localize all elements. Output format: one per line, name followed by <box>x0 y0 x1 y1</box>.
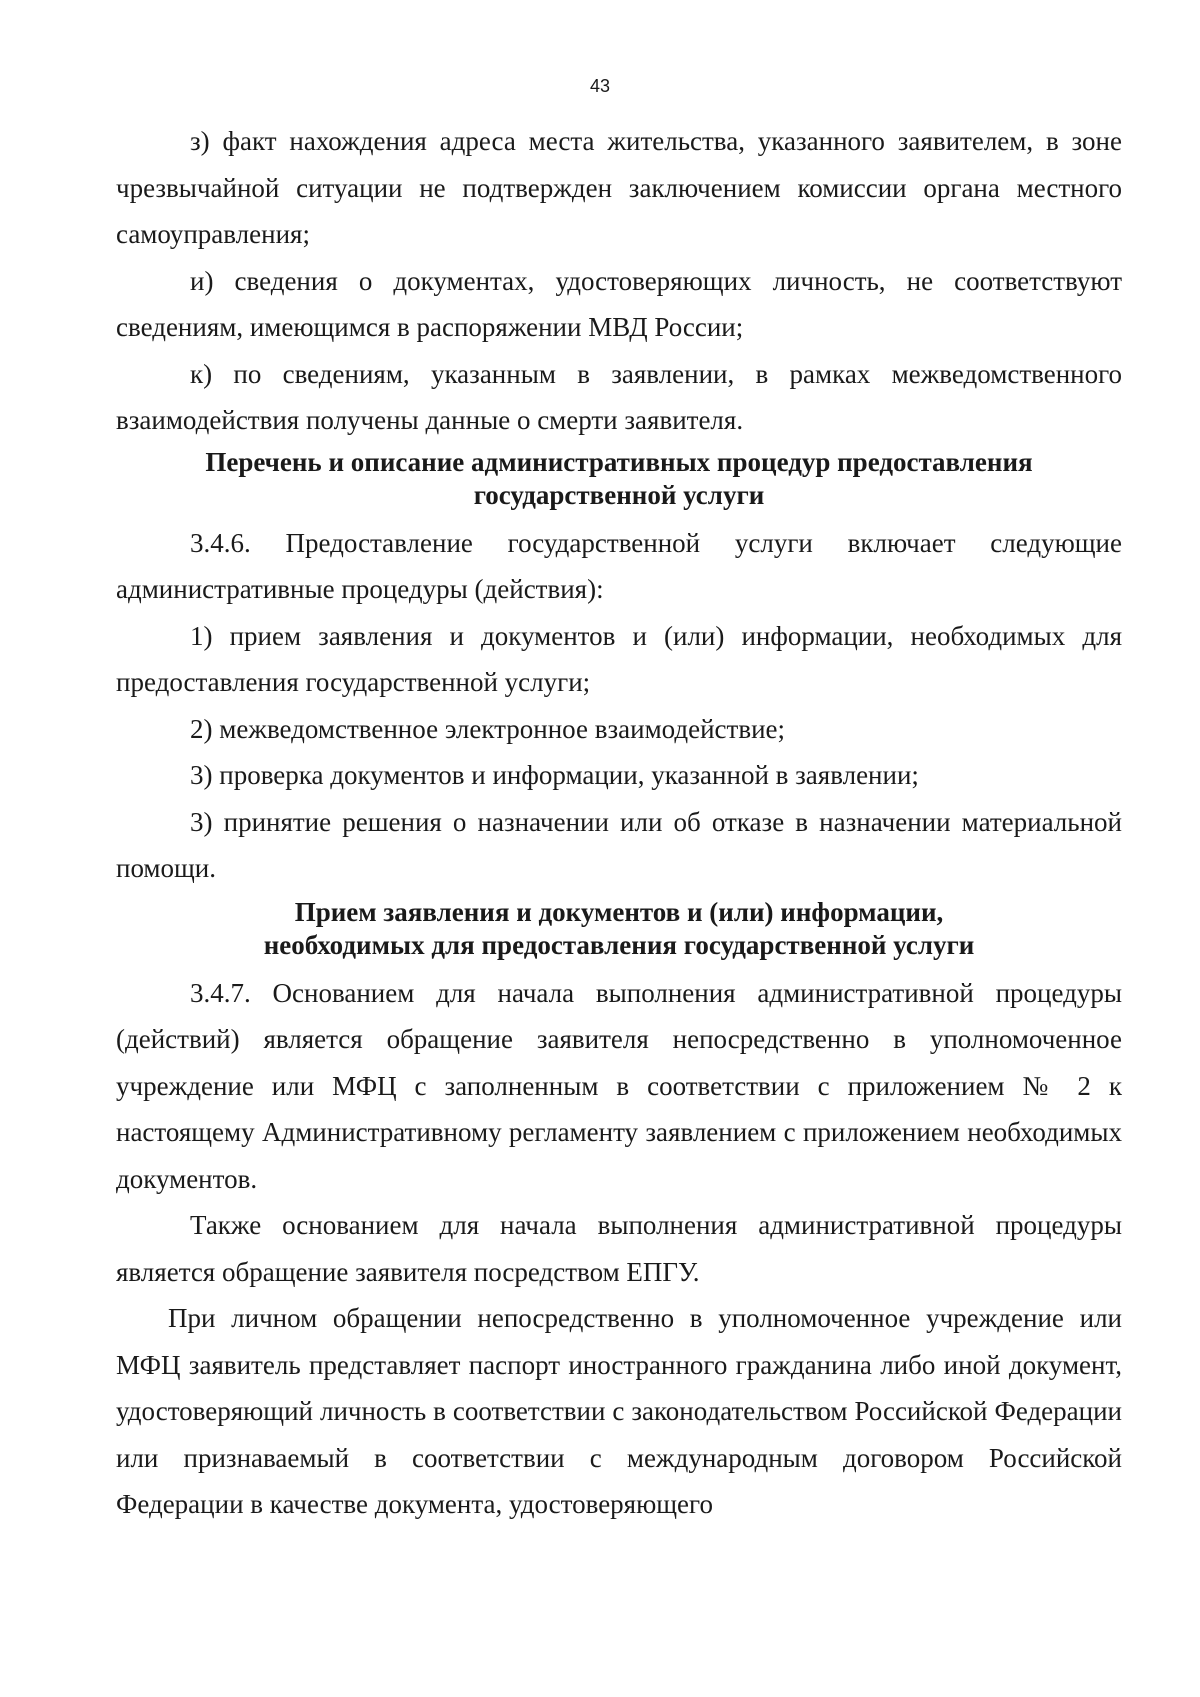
section-heading-reception-line1: Прием заявления и документов и (или) информации, <box>294 896 944 927</box>
list-item-2: 2) межведомственное электронное взаимодействие; <box>190 713 786 744</box>
section-heading-procedures <box>116 446 1122 512</box>
paragraph-personal-visit: При личном обращении непосредственно в уполномоченное учреждение или МФЦ заявитель представляет паспорт иностранного гражданина либо иной документ, удостоверяющий личность в соответствии с законодательством Российской Федерации или признаваемый в соответствии с международным договором Российской Федерации в качестве документа, удостоверяющего <box>116 1303 1122 1519</box>
paragraph-3-4-7: 3.4.7. Основанием для начала выполнения административной процедуры (действий) является обращение заявителя непосредственно в уполномоченное учреждение или МФЦ с заполненным в соответствии с приложением № 2 к настоящему Административному регламенту заявлением с приложением необходимых документов. <box>116 977 1122 1194</box>
page-number: 43 <box>589 76 611 96</box>
section-heading-reception <box>116 896 1122 962</box>
section-heading-procedures-line2: государственной услуги <box>473 479 765 510</box>
paragraph-i: и) сведения о документах, удостоверяющих личность, не соответствуют сведениям, имеющимся в распоряжении МВД России; <box>116 265 1122 342</box>
list-item-3-decision: 3) принятие решения о назначении или об отказе в назначении материальной помощи. <box>116 806 1122 883</box>
section-heading-procedures-line1: Перечень и описание административных процедур предоставления <box>205 446 1033 477</box>
list-item-1: 1) прием заявления и документов и (или) информации, необходимых для предоставления государственной услуги; <box>116 620 1122 697</box>
paragraph-epgu: Также основанием для начала выполнения административной процедуры является обращение заявителя посредством ЕПГУ. <box>116 1210 1122 1287</box>
paragraph-3-4-6: 3.4.6. Предоставление государственной услуги включает следующие административные процедуры (действия): <box>116 527 1122 604</box>
list-item-3-check: 3) проверка документов и информации, указанной в заявлении; <box>190 760 919 790</box>
paragraph-z: з) факт нахождения адреса места жительства, указанного заявителем, в зоне чрезвычайной ситуации не подтвержден заключением комиссии органа местного самоуправления; <box>116 126 1122 249</box>
paragraph-k: к) по сведениям, указанным в заявлении, в рамках межведомственного взаимодействия получены данные о смерти заявителя. <box>116 358 1122 435</box>
document-body <box>116 118 1122 1528</box>
section-heading-reception-line2: необходимых для предоставления государственной услуги <box>263 929 975 960</box>
